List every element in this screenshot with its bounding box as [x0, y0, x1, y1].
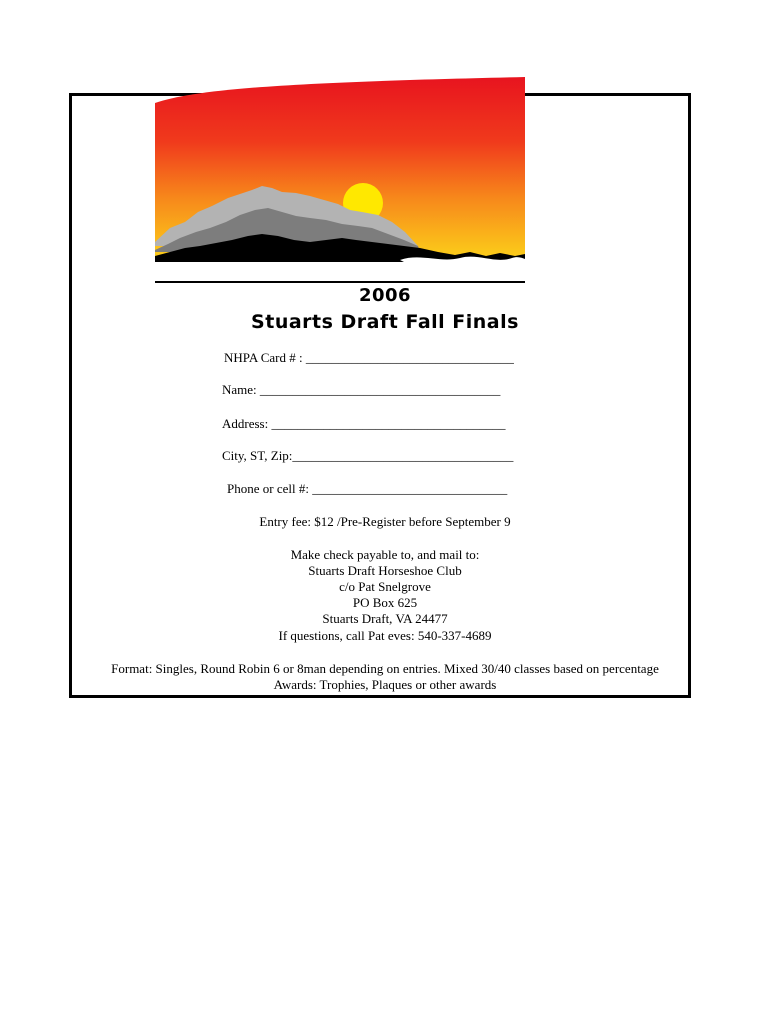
title-divider: [155, 281, 525, 283]
entry-fee-text: Entry fee: $12 /Pre-Register before September 9: [259, 514, 511, 529]
contact-phone-text: If questions, call Pat eves: 540-337-4689: [278, 628, 492, 643]
mail-line-2: Stuarts Draft Horseshoe Club: [308, 563, 462, 578]
phone-field[interactable]: Phone or cell #: ______________________________: [227, 481, 508, 496]
event-title: Stuarts Draft Fall Finals: [251, 311, 519, 333]
awards-text: Awards: Trophies, Plaques or other awards: [273, 677, 497, 692]
format-text: Format: Singles, Round Robin 6 or 8man depending on entries. Mixed 30/40 classes based on percentage: [111, 661, 659, 676]
sunset-mountain-logo: [0, 0, 770, 290]
event-year: 2006: [358, 285, 412, 306]
city-state-zip-field[interactable]: City, ST, Zip:__________________________________: [222, 448, 514, 463]
nhpa-card-field[interactable]: NHPA Card # : ________________________________: [224, 350, 514, 365]
mail-line-3: c/o Pat Snelgrove: [339, 579, 431, 594]
address-field[interactable]: Address: ____________________________________: [222, 416, 506, 431]
name-field[interactable]: Name: _____________________________________: [222, 382, 501, 397]
mail-line-4: PO Box 625: [352, 595, 418, 610]
mail-line-5: Stuarts Draft, VA 24477: [322, 611, 448, 626]
mail-line-1: Make check payable to, and mail to:: [290, 547, 480, 562]
